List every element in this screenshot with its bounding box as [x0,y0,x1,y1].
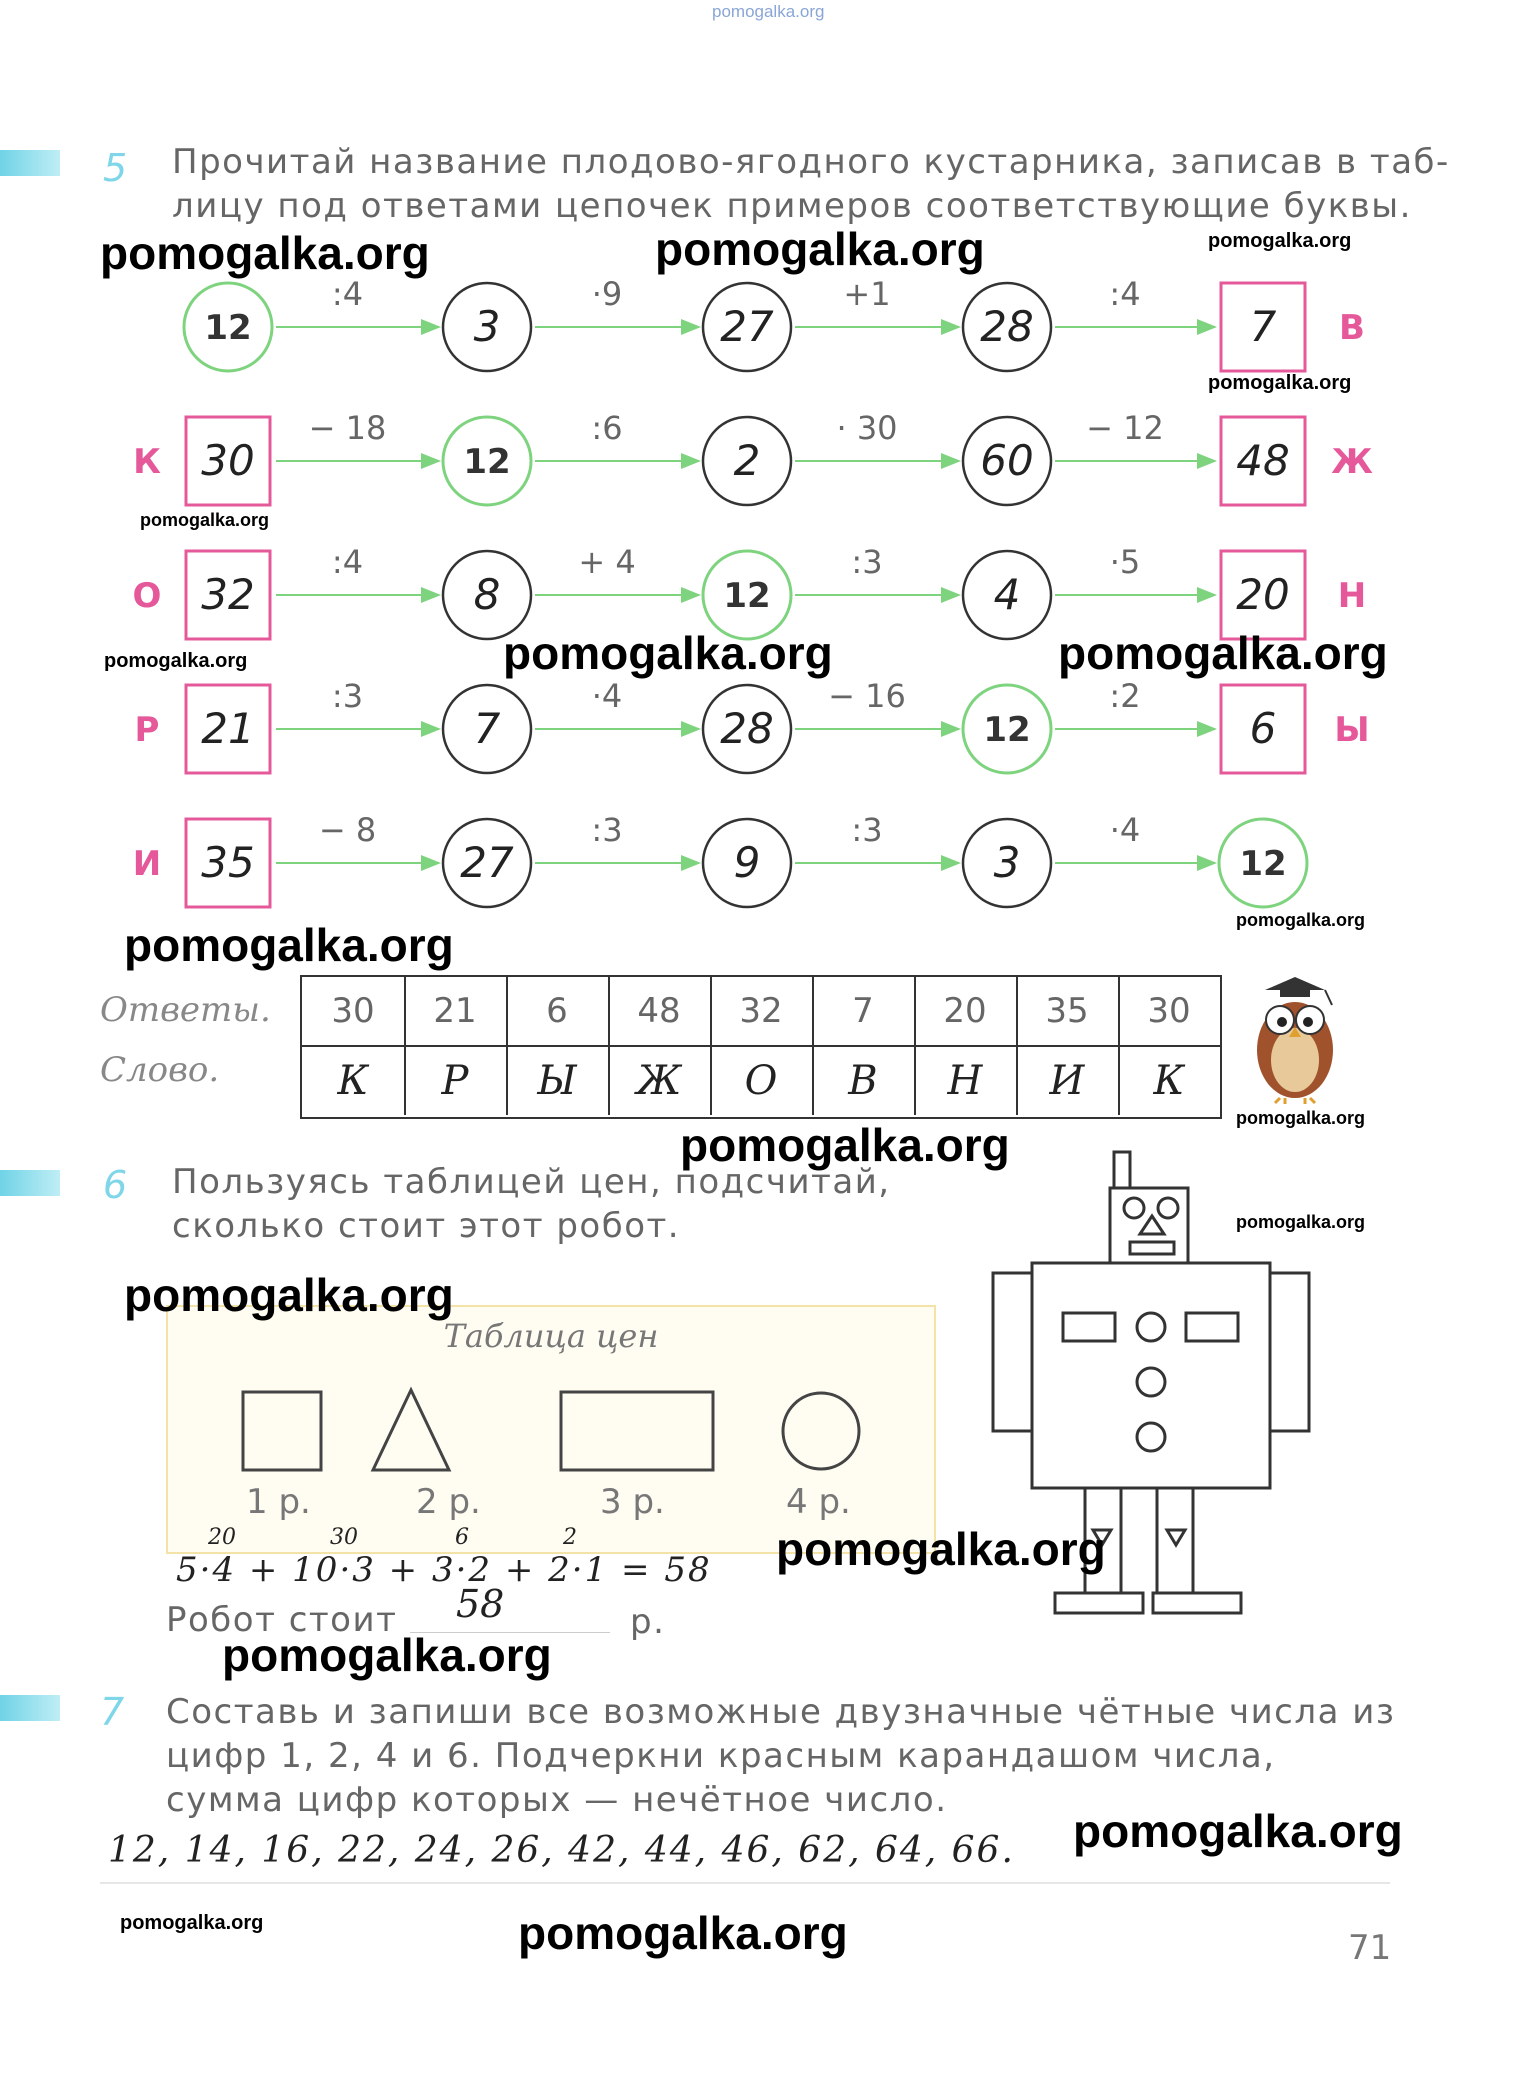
task7-text-line3: сумма цифр которых — нечётное число. [166,1780,948,1820]
chain-letter-left: И [132,844,162,884]
chain-operation: − 8 [318,811,377,849]
robot-arm-right [1270,1273,1309,1431]
robot-cost-value: 58 [456,1582,505,1626]
chain-operation: :4 [331,275,364,313]
chain-value: 6 [1249,704,1277,753]
chain-letter-left: К [133,442,161,482]
chain-value: 7 [473,704,501,753]
watermark-2: pomogalka.org [655,223,985,275]
watermark-17: pomogalka.org [1073,1805,1403,1857]
price-circle: 4 р. [786,1482,851,1522]
watermark-3: pomogalka.org [1208,230,1352,252]
chain-operation: · 30 [836,409,898,447]
task7-answer: 12, 14, 16, 22, 24, 26, 42, 44, 46, 62, 64, 66. [108,1830,1015,1871]
chain-value: 30 [201,436,255,485]
chain-letter-left: О [132,576,162,616]
watermark-19: pomogalka.org [518,1907,848,1959]
chain-value: 12 [204,308,252,348]
watermark-13: pomogalka.org [1236,1212,1366,1232]
owl-illustration [1240,965,1350,1105]
chain-operation: :6 [591,409,623,447]
price-shapes [168,1367,934,1487]
word-label: Слово. [100,1050,220,1090]
chain-operation: :4 [331,543,364,581]
chain-value: 48 [1236,436,1290,485]
task5-number: 5 [103,146,128,190]
chain-value: 3 [993,838,1021,887]
calc-line: 5·4 + 10·3 + 3·2 + 2·1 = 58 [176,1550,712,1590]
chain-value: 9 [733,838,761,887]
chain-operation: :3 [851,543,883,581]
word-cell: К [1153,1058,1185,1104]
watermark-5: pomogalka.org [140,510,270,530]
chain-value: 28 [980,302,1034,351]
answer-cell: 35 [1016,977,1120,1047]
chains-diagram [0,250,1536,930]
chain-value: 4 [993,570,1021,619]
chain-letter-left: Р [134,710,160,750]
task5-tab [0,150,60,176]
robot-body [1032,1263,1270,1488]
word-cell: Н [914,1047,1018,1115]
watermark-10: pomogalka.org [1236,910,1366,930]
answer-cell: 21 [404,977,508,1047]
watermark-8: pomogalka.org [1058,627,1388,679]
circle-shape [783,1393,859,1469]
answer-cell: 20 [914,977,1018,1047]
chain-operation: :3 [591,811,623,849]
word-cell: Ы [506,1047,610,1115]
calc-small-4: 2 [563,1525,577,1550]
chain-operation: :2 [1109,677,1141,715]
robot-arm-left [993,1273,1032,1431]
chain-value: 21 [201,704,255,753]
chain-operation: ·4 [591,677,623,715]
chain-value: 60 [980,436,1034,485]
price-triangle: 2 р. [416,1482,481,1522]
answer-cell: 30 [1118,977,1220,1047]
task6-text-line1: Пользуясь таблицей цен, подсчитай, [172,1162,891,1202]
word-cell: Ж [608,1047,712,1115]
chain-value: 12 [463,442,511,482]
chain-value: 20 [1236,570,1290,619]
task7-tab [0,1695,60,1721]
price-rectangle: 3 р. [600,1482,665,1522]
watermark-9: pomogalka.org [124,919,454,971]
task6-tab [0,1170,60,1196]
watermark-4: pomogalka.org [1208,372,1352,394]
task6-text-line2: сколько стоит этот робот. [172,1206,681,1246]
answer-cell: 7 [812,977,916,1047]
chain-value: 32 [201,570,255,619]
rectangle-shape [561,1392,713,1470]
robot-cost-label: Робот стоит [166,1600,398,1640]
robot-antenna [1114,1152,1130,1188]
word-cell: О [710,1047,814,1115]
answer-cell: 32 [710,977,814,1047]
task7-text-line1: Составь и запиши все возможные двузначные чётные числа из [166,1692,1396,1732]
word-cell: К [302,1047,406,1115]
chain-operation: − 12 [1086,409,1164,447]
chain-value: 12 [723,576,771,616]
watermark-1: pomogalka.org [100,227,430,279]
chain-value: 2 [733,436,761,485]
chain-letter-right: Ы [1334,710,1370,750]
triangle-shape [373,1390,449,1470]
watermark-6: pomogalka.org [104,650,248,672]
chain-operation: :4 [1109,275,1141,313]
chain-value: 27 [460,838,514,887]
chain-value: 35 [201,838,255,887]
chain-operation: ·9 [591,275,623,313]
chain-letter-right: Н [1337,576,1367,616]
robot-cost-unit: р. [630,1602,666,1642]
calc-small-3: 6 [455,1525,469,1550]
chain-operation: − 18 [308,409,387,447]
task5-text-line2: лицу под ответами цепочек примеров соответствующие буквы. [172,186,1412,226]
chain-letter-right: Ж [1331,442,1373,482]
calc-small-1: 20 [208,1525,236,1550]
answers-label: Ответы. [100,990,271,1030]
chain-value: 3 [473,302,501,351]
chain-value: 27 [720,302,774,351]
watermark-11: pomogalka.org [1236,1108,1366,1128]
answer-cell: 6 [506,977,610,1047]
chain-value: 12 [983,710,1031,750]
chain-value: 8 [473,570,501,619]
chain-operation: + 4 [578,543,636,581]
watermark-18: pomogalka.org [120,1912,264,1934]
chain-operation: :3 [851,811,883,849]
answers-table [300,975,1222,1119]
answer-cell: 30 [302,977,406,1047]
price-table-title: Таблица цен [443,1317,659,1355]
chain-letter-right: В [1339,308,1365,348]
answer-cell: 48 [608,977,712,1047]
square-shape [243,1392,321,1470]
chain-value: 28 [720,704,774,753]
robot-head [1110,1188,1188,1263]
page-number: 71 [1348,1928,1392,1968]
chain-value: 12 [1239,844,1287,884]
calc-small-2: 30 [330,1525,358,1550]
watermark-16: pomogalka.org [222,1629,552,1681]
word-cell: И [1016,1047,1120,1115]
task6-number: 6 [103,1163,128,1207]
chain-value: 7 [1249,302,1277,351]
chain-operation: +1 [843,275,891,313]
task7-text-line2: цифр 1, 2, 4 и 6. Подчеркни красным карандашом числа, [166,1736,1276,1776]
watermark-14: pomogalka.org [124,1269,454,1321]
word-cell: В [812,1047,916,1115]
chain-operation: :3 [331,677,364,715]
task7-number: 7 [100,1690,125,1734]
chain-operation: ·5 [1109,543,1141,581]
chain-operation: − 16 [828,677,906,715]
header-watermark: pomogalka.org [712,2,825,21]
watermark-15: pomogalka.org [776,1523,1106,1575]
watermark-7: pomogalka.org [503,627,833,679]
task5-text-line1: Прочитай название плодово-ягодного кустарника, записав в таб- [172,142,1450,182]
word-cell: Р [404,1047,508,1115]
price-square: 1 р. [246,1482,311,1522]
chain-operation: ·4 [1109,811,1141,849]
watermark-12: pomogalka.org [680,1119,1010,1171]
task7-answer-line [100,1882,1390,1884]
price-table [166,1305,936,1554]
